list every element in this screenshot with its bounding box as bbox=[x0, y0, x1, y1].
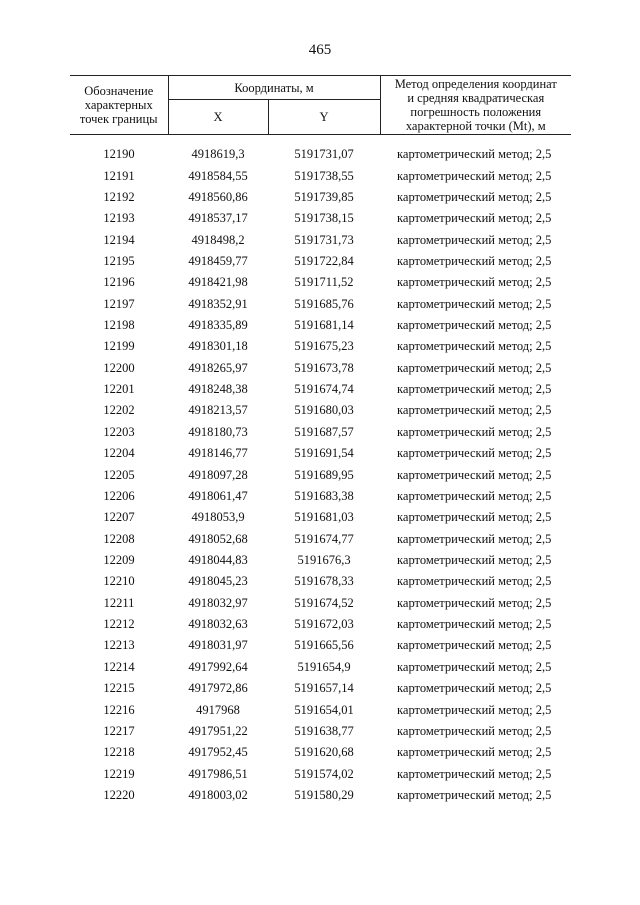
point-id-cell: 12192 bbox=[103, 189, 135, 204]
point-id-cell: 12193 bbox=[103, 211, 135, 226]
table-row bbox=[70, 251, 571, 272]
point-id-cell: 12208 bbox=[103, 531, 135, 546]
x-coordinate-cell: 4918619,3 bbox=[191, 147, 245, 162]
header-method bbox=[380, 76, 571, 135]
point-id-cell: 12194 bbox=[103, 232, 135, 247]
table-row bbox=[70, 507, 571, 528]
point-id-cell: 12203 bbox=[103, 424, 135, 439]
method-cell: картометрический метод; 2,5 bbox=[397, 638, 552, 653]
method-cell: картометрический метод; 2,5 bbox=[397, 189, 552, 204]
point-id-cell: 12201 bbox=[103, 382, 135, 397]
x-coordinate-cell: 4918213,57 bbox=[188, 403, 248, 418]
y-coordinate-cell: 5191574,02 bbox=[294, 766, 354, 781]
table-row bbox=[70, 464, 571, 485]
y-coordinate-cell: 5191681,14 bbox=[294, 318, 354, 333]
y-coordinate-cell: 5191654,9 bbox=[297, 659, 351, 674]
table-row bbox=[70, 379, 571, 400]
header-method-line: характерной точки (Mt), м bbox=[405, 119, 546, 133]
coordinates-table bbox=[70, 75, 571, 806]
y-coordinate-cell: 5191654,01 bbox=[294, 702, 354, 717]
table-row bbox=[70, 165, 571, 186]
method-cell: картометрический метод; 2,5 bbox=[397, 787, 552, 802]
y-coordinate-cell: 5191676,3 bbox=[297, 553, 351, 567]
point-id-cell: 12198 bbox=[103, 318, 135, 333]
x-coordinate-cell: 4918032,97 bbox=[188, 595, 248, 610]
table-row bbox=[70, 315, 571, 336]
method-cell: картометрический метод; 2,5 bbox=[397, 253, 552, 268]
point-id-cell: 12195 bbox=[103, 253, 135, 268]
x-coordinate-cell: 4918560,86 bbox=[188, 189, 248, 204]
point-id-cell: 12196 bbox=[103, 275, 135, 290]
table-row bbox=[70, 336, 571, 357]
table-row bbox=[70, 144, 571, 165]
x-coordinate-cell: 4918032,63 bbox=[188, 617, 248, 632]
y-coordinate-cell: 5191738,15 bbox=[294, 211, 354, 226]
x-coordinate-cell: 4918248,38 bbox=[188, 382, 248, 397]
y-coordinate-cell: 5191657,14 bbox=[294, 681, 354, 696]
method-cell: картометрический метод; 2,5 bbox=[397, 745, 552, 760]
page-number: 465 bbox=[308, 42, 332, 58]
y-coordinate-cell: 5191638,77 bbox=[294, 723, 354, 738]
table-row bbox=[70, 187, 571, 208]
point-id-cell: 12211 bbox=[103, 595, 135, 610]
y-coordinate-cell: 5191675,23 bbox=[294, 339, 354, 354]
header-x: X bbox=[168, 100, 268, 135]
y-coordinate-cell: 5191674,74 bbox=[294, 382, 354, 397]
y-coordinate-cell: 5191678,33 bbox=[294, 574, 354, 589]
table-row bbox=[70, 763, 571, 784]
x-coordinate-cell: 4918052,68 bbox=[188, 531, 248, 546]
method-cell: картометрический метод; 2,5 bbox=[397, 339, 552, 354]
table-header bbox=[70, 76, 571, 135]
table-row bbox=[70, 208, 571, 229]
method-cell: картометрический метод; 2,5 bbox=[397, 595, 552, 610]
y-coordinate-cell: 5191685,76 bbox=[294, 296, 354, 311]
x-coordinate-cell: 4918335,89 bbox=[188, 318, 248, 333]
method-cell: картометрический метод; 2,5 bbox=[397, 723, 552, 738]
y-coordinate-cell: 5191711,52 bbox=[294, 275, 354, 290]
method-cell: картометрический метод; 2,5 bbox=[397, 211, 552, 226]
method-cell: картометрический метод; 2,5 bbox=[397, 403, 552, 418]
method-cell: картометрический метод; 2,5 bbox=[397, 553, 552, 567]
x-coordinate-cell: 4918180,73 bbox=[188, 424, 248, 439]
point-id-cell: 12209 bbox=[103, 553, 135, 567]
point-id-cell: 12199 bbox=[103, 339, 135, 354]
x-coordinate-cell: 4917986,51 bbox=[188, 766, 248, 781]
x-coordinate-cell: 4918498,2 bbox=[191, 232, 245, 247]
x-coordinate-cell: 4918301,18 bbox=[188, 339, 248, 354]
y-coordinate-cell: 5191738,55 bbox=[294, 168, 354, 183]
y-coordinate-cell: 5191681,03 bbox=[294, 510, 354, 525]
y-coordinate-cell: 5191731,73 bbox=[294, 232, 354, 247]
x-coordinate-cell: 4918061,47 bbox=[188, 488, 248, 503]
header-point-id-line: характерных bbox=[84, 98, 153, 112]
point-id-cell: 12212 bbox=[103, 617, 135, 632]
table-row bbox=[70, 571, 571, 592]
point-id-cell: 12216 bbox=[103, 702, 135, 717]
point-id-cell: 12197 bbox=[103, 296, 135, 311]
point-id-cell: 12220 bbox=[103, 787, 135, 802]
table-row bbox=[70, 443, 571, 464]
y-coordinate-cell: 5191689,95 bbox=[294, 467, 354, 482]
point-id-cell: 12213 bbox=[103, 638, 135, 653]
method-cell: картометрический метод; 2,5 bbox=[397, 702, 552, 717]
table-row bbox=[70, 422, 571, 443]
method-cell: картометрический метод; 2,5 bbox=[397, 531, 552, 546]
method-cell: картометрический метод; 2,5 bbox=[397, 766, 552, 781]
table-row bbox=[70, 400, 571, 421]
y-coordinate-cell: 5191620,68 bbox=[294, 745, 354, 760]
x-coordinate-cell: 4918352,91 bbox=[188, 296, 248, 311]
header-point-id-line: Обозначение bbox=[84, 84, 154, 98]
method-cell: картометрический метод; 2,5 bbox=[397, 147, 552, 162]
point-id-cell: 12215 bbox=[103, 681, 135, 696]
table-row bbox=[70, 229, 571, 250]
header-method-line: погрешность положения bbox=[410, 105, 542, 119]
point-id-cell: 12210 bbox=[103, 574, 135, 589]
point-id-cell: 12204 bbox=[103, 446, 135, 461]
table-body bbox=[70, 144, 571, 806]
method-cell: картометрический метод; 2,5 bbox=[397, 232, 552, 247]
table-row bbox=[70, 699, 571, 720]
y-coordinate-cell: 5191674,52 bbox=[294, 595, 354, 610]
table-row bbox=[70, 550, 571, 571]
y-coordinate-cell: 5191731,07 bbox=[294, 147, 354, 162]
method-cell: картометрический метод; 2,5 bbox=[397, 467, 552, 482]
method-cell: картометрический метод; 2,5 bbox=[397, 168, 552, 183]
point-id-cell: 12190 bbox=[103, 147, 135, 162]
y-coordinate-cell: 5191674,77 bbox=[294, 531, 354, 546]
table-row bbox=[70, 785, 571, 806]
method-cell: картометрический метод; 2,5 bbox=[397, 275, 552, 290]
table-row bbox=[70, 294, 571, 315]
method-cell: картометрический метод; 2,5 bbox=[397, 574, 552, 589]
header-y: Y bbox=[268, 100, 380, 135]
table-row bbox=[70, 635, 571, 656]
method-cell: картометрический метод; 2,5 bbox=[397, 681, 552, 696]
method-cell: картометрический метод; 2,5 bbox=[397, 318, 552, 333]
x-coordinate-cell: 4917952,45 bbox=[188, 745, 248, 760]
table-row bbox=[70, 657, 571, 678]
table-row bbox=[70, 358, 571, 379]
x-coordinate-cell: 4918031,97 bbox=[188, 638, 248, 653]
method-cell: картометрический метод; 2,5 bbox=[397, 446, 552, 461]
point-id-cell: 12214 bbox=[103, 659, 135, 674]
method-cell: картометрический метод; 2,5 bbox=[397, 510, 552, 525]
x-coordinate-cell: 4918097,28 bbox=[188, 467, 248, 482]
x-coordinate-cell: 4918003,02 bbox=[188, 787, 248, 802]
y-coordinate-cell: 5191680,03 bbox=[294, 403, 354, 418]
table-row bbox=[70, 486, 571, 507]
x-coordinate-cell: 4918146,77 bbox=[188, 446, 248, 461]
x-coordinate-cell: 4918044,83 bbox=[188, 553, 248, 567]
y-coordinate-cell: 5191739,85 bbox=[294, 189, 354, 204]
y-coordinate-cell: 5191665,56 bbox=[294, 638, 354, 653]
x-coordinate-cell: 4918584,55 bbox=[188, 168, 248, 183]
y-coordinate-cell: 5191687,57 bbox=[294, 424, 354, 439]
header-method-line: и средняя квадратическая bbox=[407, 91, 545, 105]
method-cell: картометрический метод; 2,5 bbox=[397, 659, 552, 674]
method-cell: картометрический метод; 2,5 bbox=[397, 488, 552, 503]
x-coordinate-cell: 4917968 bbox=[196, 702, 240, 717]
point-id-cell: 12218 bbox=[103, 745, 135, 760]
header-point-id bbox=[70, 76, 168, 135]
table-row bbox=[70, 742, 571, 763]
point-id-cell: 12217 bbox=[103, 723, 135, 738]
method-cell: картометрический метод; 2,5 bbox=[397, 617, 552, 632]
x-coordinate-cell: 4917951,22 bbox=[188, 723, 248, 738]
method-cell: картометрический метод; 2,5 bbox=[397, 424, 552, 439]
x-coordinate-cell: 4918421,98 bbox=[188, 275, 248, 290]
x-coordinate-cell: 4918053,9 bbox=[191, 510, 245, 525]
point-id-cell: 12219 bbox=[103, 766, 135, 781]
table-row bbox=[70, 678, 571, 699]
point-id-cell: 12206 bbox=[103, 488, 135, 503]
method-cell: картометрический метод; 2,5 bbox=[397, 296, 552, 311]
table-row bbox=[70, 614, 571, 635]
x-coordinate-cell: 4917972,86 bbox=[188, 681, 248, 696]
y-coordinate-cell: 5191673,78 bbox=[294, 360, 354, 375]
point-id-cell: 12200 bbox=[103, 360, 135, 375]
table-row bbox=[70, 593, 571, 614]
y-coordinate-cell: 5191580,29 bbox=[294, 787, 354, 802]
method-cell: картометрический метод; 2,5 bbox=[397, 382, 552, 397]
x-coordinate-cell: 4918537,17 bbox=[188, 211, 248, 226]
point-id-cell: 12191 bbox=[103, 168, 135, 183]
x-coordinate-cell: 4918265,97 bbox=[188, 360, 248, 375]
point-id-cell: 12202 bbox=[103, 403, 135, 418]
x-coordinate-cell: 4918045,23 bbox=[188, 574, 248, 589]
y-coordinate-cell: 5191672,03 bbox=[294, 617, 354, 632]
header-method-line: Метод определения координат bbox=[394, 77, 557, 91]
method-cell: картометрический метод; 2,5 bbox=[397, 360, 552, 375]
table-row bbox=[70, 272, 571, 293]
table-row bbox=[70, 528, 571, 549]
table-row bbox=[70, 721, 571, 742]
header-coordinates: Координаты, м bbox=[168, 76, 380, 100]
point-id-cell: 12207 bbox=[103, 510, 135, 525]
header-point-id-line: точек границы bbox=[79, 112, 158, 126]
y-coordinate-cell: 5191722,84 bbox=[294, 253, 354, 268]
y-coordinate-cell: 5191691,54 bbox=[294, 446, 354, 461]
y-coordinate-cell: 5191683,38 bbox=[294, 488, 354, 503]
point-id-cell: 12205 bbox=[103, 467, 135, 482]
x-coordinate-cell: 4917992,64 bbox=[188, 659, 248, 674]
x-coordinate-cell: 4918459,77 bbox=[188, 253, 248, 268]
